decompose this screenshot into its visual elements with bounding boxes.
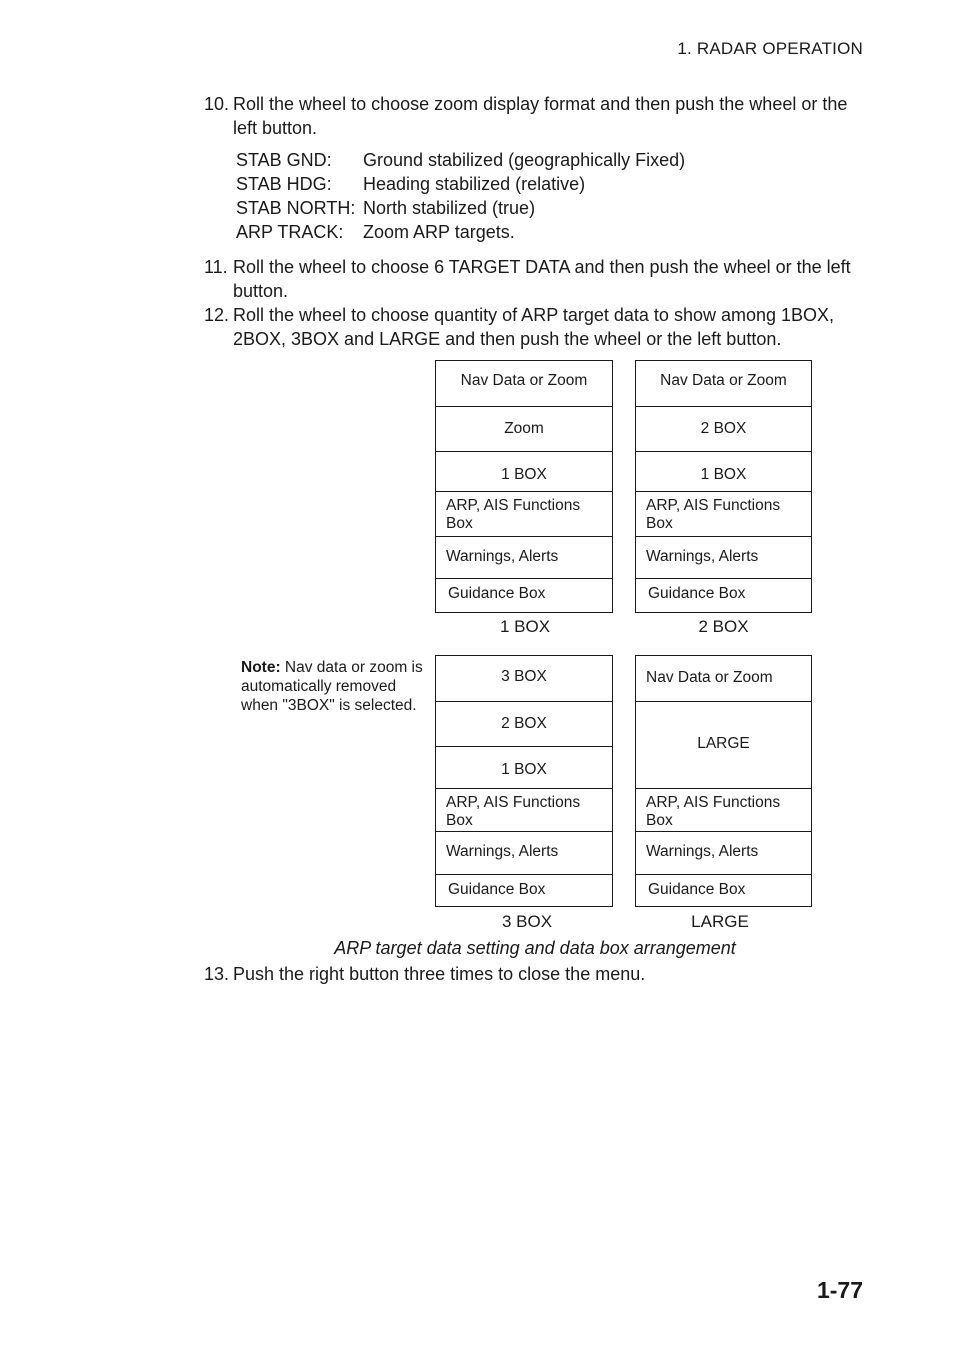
step-number: 12. [204,305,230,325]
box-cell [436,702,612,747]
box-cell [436,656,612,702]
box-cell [636,579,811,612]
step-text: Push the right button three times to close the menu. [233,964,646,984]
step-text: Roll the wheel to choose zoom display format and then push the wheel or the left button. [233,94,848,138]
page-number: 1-77 [816,1277,863,1303]
cell-label: ARP, AIS Functions Box [646,794,781,829]
box-cell [436,579,612,612]
box-cell [636,875,811,906]
note-text: Nav data or zoom is automatically removed when "3BOX" is selected. [241,659,423,714]
format-description: Ground stabilized (geographically Fixed) [363,150,686,170]
cell-label: Warnings, Alerts [446,843,559,860]
box-cell [436,747,612,789]
box-cell [436,875,612,906]
cell-label: Guidance Box [448,881,546,898]
box-cell [436,492,612,537]
format-term: STAB GND: [236,150,332,170]
format-description: Zoom ARP targets. [363,222,515,242]
layout-label: 2 BOX [698,617,749,636]
box-cell [636,452,811,492]
cell-label: 3 BOX [501,668,547,685]
layout-label: LARGE [691,912,749,931]
step-number: 11. [204,257,228,277]
cell-label: Nav Data or Zoom [660,372,787,389]
figure-caption: ARP target data setting and data box arrangement [334,938,736,958]
cell-label: Guidance Box [648,881,746,898]
cell-label: 1 BOX [501,761,547,778]
box-cell [636,702,811,789]
box-cell [436,537,612,579]
step-11 [204,255,874,303]
box-cell [636,492,811,537]
step-number: 13. [204,964,230,984]
box-cell [636,361,811,407]
running-header: 1. RADAR OPERATION [677,39,863,58]
note-label: Note: [241,659,281,676]
cell-label: Guidance Box [648,585,746,602]
step-10 [204,92,874,140]
cell-label: Warnings, Alerts [446,548,559,565]
cell-label: 1 BOX [501,466,547,483]
step-13 [204,962,874,986]
cell-label: Warnings, Alerts [646,843,759,860]
layout-3box-diagram [435,655,613,907]
format-term: STAB HDG: [236,174,332,194]
cell-label: 1 BOX [700,466,747,483]
box-cell [636,832,811,875]
box-cell [636,656,811,702]
cell-label: ARP, AIS Functions Box [446,794,581,829]
box-cell [636,537,811,579]
layout-label: 3 BOX [501,912,553,931]
cell-label: Nav Data or Zoom [646,669,773,686]
cell-label: Zoom [504,420,544,437]
box-cell [636,407,811,452]
box-cell [436,452,612,492]
cell-label: 2 BOX [501,715,547,732]
box-cell [436,361,612,407]
box-cell [636,789,811,832]
format-description: Heading stabilized (relative) [363,174,586,194]
cell-label: ARP, AIS Functions Box [646,497,781,532]
layout-2box-diagram [635,360,812,613]
cell-label: LARGE [697,735,750,752]
step-number: 10. [204,94,230,114]
layout-large-diagram [635,655,812,907]
cell-label: 2 BOX [700,420,747,437]
cell-label: Nav Data or Zoom [460,372,588,389]
box-cell [436,407,612,452]
layout-label: 1 BOX [499,617,551,636]
step-text: Roll the wheel to choose quantity of ARP target data to show among 1BOX, 2BOX, 3BOX and LARGE and then push the wheel or the left button. [233,305,835,349]
format-term: STAB NORTH: [236,198,356,218]
cell-label: Guidance Box [448,585,546,602]
figure-note [241,658,436,715]
cell-label: ARP, AIS Functions Box [446,497,581,532]
box-cell [436,832,612,875]
cell-label: Warnings, Alerts [646,548,759,565]
layout-1box-diagram [435,360,613,613]
box-cell [436,789,612,832]
step-12 [204,303,874,351]
format-term: ARP TRACK: [236,222,344,242]
format-description: North stabilized (true) [363,198,536,218]
step-text: Roll the wheel to choose 6 TARGET DATA and then push the wheel or the left button. [233,257,851,301]
